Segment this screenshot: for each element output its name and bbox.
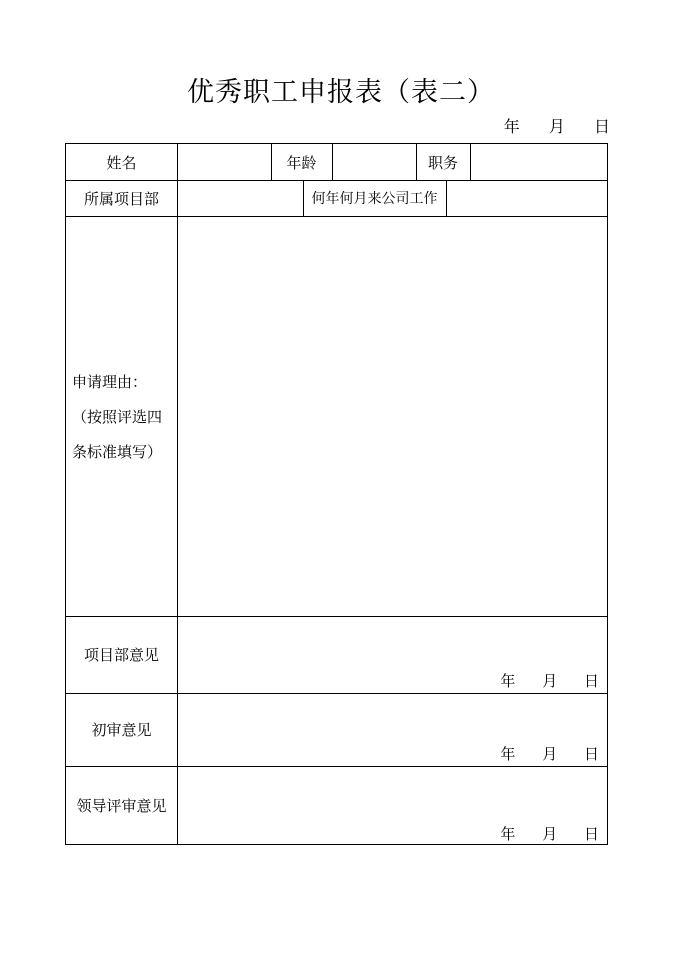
date-year: 年 — [503, 117, 520, 136]
date-day: 日 — [593, 117, 610, 136]
leader-review-date — [500, 823, 599, 844]
date-day: 日 — [583, 672, 599, 690]
reason-label-line: 条标准填写） — [72, 442, 163, 461]
date-month: 月 — [548, 117, 565, 136]
dept-opinion-date — [500, 670, 599, 691]
join-date-field[interactable] — [447, 181, 607, 216]
page-title: 优秀职工申报表（表二） — [187, 77, 495, 108]
reason-label-line: 申请理由： — [72, 372, 148, 391]
reason-field[interactable] — [178, 217, 607, 616]
date-year: 年 — [500, 825, 516, 843]
initial-review-field[interactable] — [178, 694, 607, 766]
date-year: 年 — [500, 745, 516, 763]
dept-opinion-label: 项目部意见 — [83, 646, 159, 664]
leader-review-label: 领导评审意见 — [76, 796, 167, 815]
position-label: 职务 — [427, 153, 458, 172]
dept-label: 所属项目部 — [83, 189, 159, 208]
leader-review-field[interactable] — [178, 767, 607, 844]
date-day: 日 — [583, 825, 599, 843]
age-label: 年龄 — [286, 153, 317, 172]
date-year: 年 — [500, 672, 516, 690]
application-form-table — [65, 143, 608, 845]
position-field[interactable] — [471, 145, 607, 180]
date-month: 月 — [542, 825, 558, 843]
age-field[interactable] — [333, 145, 416, 180]
date-month: 月 — [542, 745, 558, 763]
join-date-label: 何年何月来公司工作 — [311, 191, 438, 207]
name-label: 姓名 — [106, 153, 137, 172]
date-day: 日 — [583, 745, 599, 763]
dept-field[interactable] — [178, 181, 303, 216]
form-date — [504, 114, 610, 137]
reason-label — [66, 217, 178, 617]
name-field[interactable] — [178, 145, 271, 180]
dept-opinion-field[interactable] — [178, 617, 607, 693]
initial-review-label: 初审意见 — [91, 721, 152, 739]
initial-review-date — [500, 743, 599, 764]
date-month: 月 — [542, 672, 558, 690]
reason-label-line: （按照评选四 — [72, 407, 163, 426]
